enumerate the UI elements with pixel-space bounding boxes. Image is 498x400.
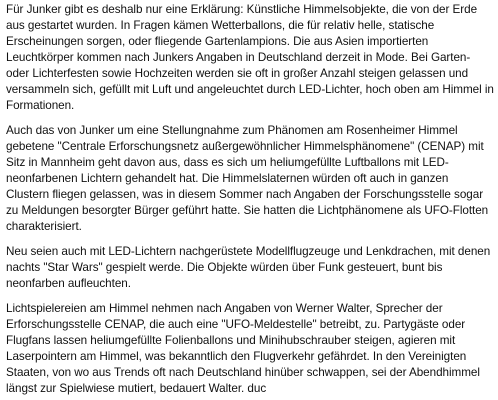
paragraph-1: Für Junker gibt es deshalb nur eine Erklärung: Künstliche Himmelsobjekte, die von der Erde aus gestartet wurden. In Fragen kämen Wetterballons, die für relativ helle, statische Erscheinungen sorgen, oder fliegende Gartenlampions. Die aus Asien importierten Leuchtkörper kommen nach Junkers Angaben in Deutschland derzeit in Mode. Bei Garten- oder Lichterfesten sowie Hochzeiten werden sie oft in großer Anzahl steigen gelassen und versammeln sich, gefüllt mit Luft und angeleuchtet durch LED-Lichter, hoch oben am Himmel in Formationen. <box>6 3 494 112</box>
paragraph-2: Auch das von Junker um eine Stellungnahme zum Phänomen am Rosenheimer Himmel gebetene "Centrale Erforschungsnetz außergewöhnlicher Himmelsphänomene" (CENAP) mit Sitz in Mannheim geht davon aus, dass es sich um heliumgefüllte Luftballons mit LED-neonfarbenen Lichtern gehandelt hat. Die Himmelslaternen würden oft auch in ganzen Clustern fliegen gelassen, was in diesem Sommer nach Angaben der Forschungsstelle sogar zu Meldungen besorgter Bürger geführt hatte. Sie hatten die Lichtphänomene als UFO-Flotten charakterisiert. <box>6 123 489 233</box>
paragraph-4: Lichtspielereien am Himmel nehmen nach Angaben von Werner Walter, Sprecher der Erforschungsstelle CENAP, die auch eine "UFO-Meldestelle" betreibt, zu. Partygäste oder Flugfans lassen heliumgefüllte Folienballons und Minihubschrauber steigen, agieren mit Laserpointern am Himmel, was bekanntlich den Flugverkehr gefährdet. In den Vereinigten Staaten, von wo aus Trends oft nach Deutschland hinüber schwappen, sei der Abendhimmel längst zur Spielwiese mutiert, bedauert Walter. duc <box>6 301 480 395</box>
article-body <box>6 2 494 397</box>
paragraph-3: Neu seien auch mit LED-Lichtern nachgerüstete Modellflugzeuge und Lenkdrachen, mit denen nachts "Star Wars" gespielt werde. Die Objekte würden über Funk gesteuert, bunt bis neonfarben aufleuchten. <box>6 244 491 290</box>
